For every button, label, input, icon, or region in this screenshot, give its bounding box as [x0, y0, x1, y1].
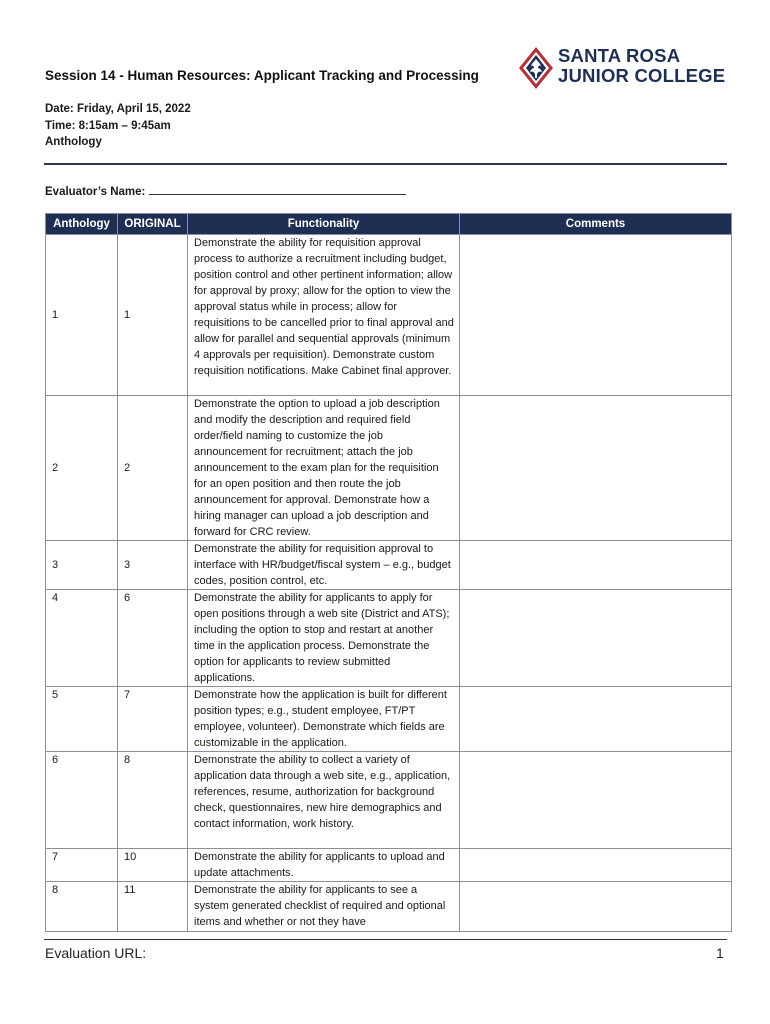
page-title: Session 14 - Human Resources: Applicant Tracking and Processing	[45, 68, 479, 83]
table-row	[46, 849, 732, 882]
original-number: 6	[118, 590, 188, 687]
footer-divider	[44, 939, 727, 940]
anthology-number: 8	[46, 882, 118, 932]
evaluator-label: Evaluator’s Name:	[45, 186, 146, 198]
comments-cell[interactable]	[460, 849, 732, 882]
table-row	[46, 590, 732, 687]
comments-cell[interactable]	[460, 687, 732, 752]
comments-cell[interactable]	[460, 752, 732, 849]
table-row	[46, 396, 732, 541]
functionality-text: Demonstrate the ability for applicants to apply for open positions through a web site (District and ATS); including the option to stop and restart at another time in the application process. Demonstrate the option for applicants to review submitted applications.	[188, 590, 460, 687]
original-number: 10	[118, 849, 188, 882]
page-number: 1	[716, 945, 724, 961]
col-header-comments: Comments	[460, 214, 732, 235]
comments-cell[interactable]	[460, 590, 732, 687]
session-time: Time: 8:15am – 9:45am	[45, 119, 171, 132]
evaluation-url-label: Evaluation URL:	[45, 945, 147, 961]
original-number: 2	[118, 396, 188, 541]
anthology-number: 6	[46, 752, 118, 849]
table-row	[46, 752, 732, 849]
col-header-anthology: Anthology	[46, 214, 118, 235]
original-number: 11	[118, 882, 188, 932]
col-header-original: ORIGINAL	[118, 214, 188, 235]
logo-line-1: SANTA ROSA	[558, 45, 681, 66]
evaluator-name-field	[45, 182, 406, 198]
comments-cell[interactable]	[460, 396, 732, 541]
session-date: Date: Friday, April 15, 2022	[45, 103, 191, 115]
anthology-number: 1	[46, 235, 118, 396]
functionality-text: Demonstrate the ability to collect a variety of application data through a web site, e.g., application, references, resume, authorization for background check, questionnaires, new hire demographics and contact information, work history.	[188, 752, 460, 849]
functionality-text: Demonstrate how the application is built for different position types; e.g., student employee, FT/PT employee, volunteer). Demonstrate which fields are customizable in the application.	[188, 687, 460, 752]
table-row	[46, 882, 732, 932]
comments-cell[interactable]	[460, 235, 732, 396]
comments-cell[interactable]	[460, 882, 732, 932]
functionality-text: Demonstrate the ability for requisition approval process to authorize a recruitment including budget, position control and other pertinent information; allow for approval by proxy; allow for the option to view the approval status while in process; allow for requisitions to be cancelled prior to final approval and allow for parallel and sequential approvals (minimum 4 approvals per requisition). Demonstrate custom requisition notifications. Make Cabinet final approver.	[188, 235, 460, 396]
logo-line-2: JUNIOR COLLEGE	[558, 65, 726, 86]
functionality-text: Demonstrate the ability for requisition approval to interface with HR/budget/fiscal system – e.g., budget codes, position control, etc.	[188, 541, 460, 590]
anthology-number: 3	[46, 541, 118, 590]
functionality-text: Demonstrate the option to upload a job description and modify the description and required field order/field naming to customize the job announcement for recruitment; attach the job announcement to the exam plan for the requisition for an open position and then route the job announcement for approval. Demonstrate how a hiring manager can upload a job description and forward for CRC review.	[188, 396, 460, 541]
anthology-number: 4	[46, 590, 118, 687]
table-row	[46, 541, 732, 590]
college-logo	[518, 44, 728, 94]
vendor-name: Anthology	[45, 136, 102, 148]
col-header-functionality: Functionality	[188, 214, 460, 235]
crest-icon	[518, 46, 554, 90]
evaluation-table	[45, 213, 732, 932]
functionality-text: Demonstrate the ability for applicants to see a system generated checklist of required and optional items and whether or not they have	[188, 882, 460, 932]
evaluator-name-input[interactable]	[149, 182, 406, 195]
session-meta	[45, 101, 191, 151]
anthology-number: 5	[46, 687, 118, 752]
original-number: 1	[118, 235, 188, 396]
original-number: 7	[118, 687, 188, 752]
original-number: 3	[118, 541, 188, 590]
table-row	[46, 235, 732, 396]
table-header-row	[46, 214, 732, 235]
functionality-text: Demonstrate the ability for applicants to upload and update attachments.	[188, 849, 460, 882]
anthology-number: 7	[46, 849, 118, 882]
original-number: 8	[118, 752, 188, 849]
comments-cell[interactable]	[460, 541, 732, 590]
header-divider	[44, 163, 727, 165]
table-row	[46, 687, 732, 752]
anthology-number: 2	[46, 396, 118, 541]
